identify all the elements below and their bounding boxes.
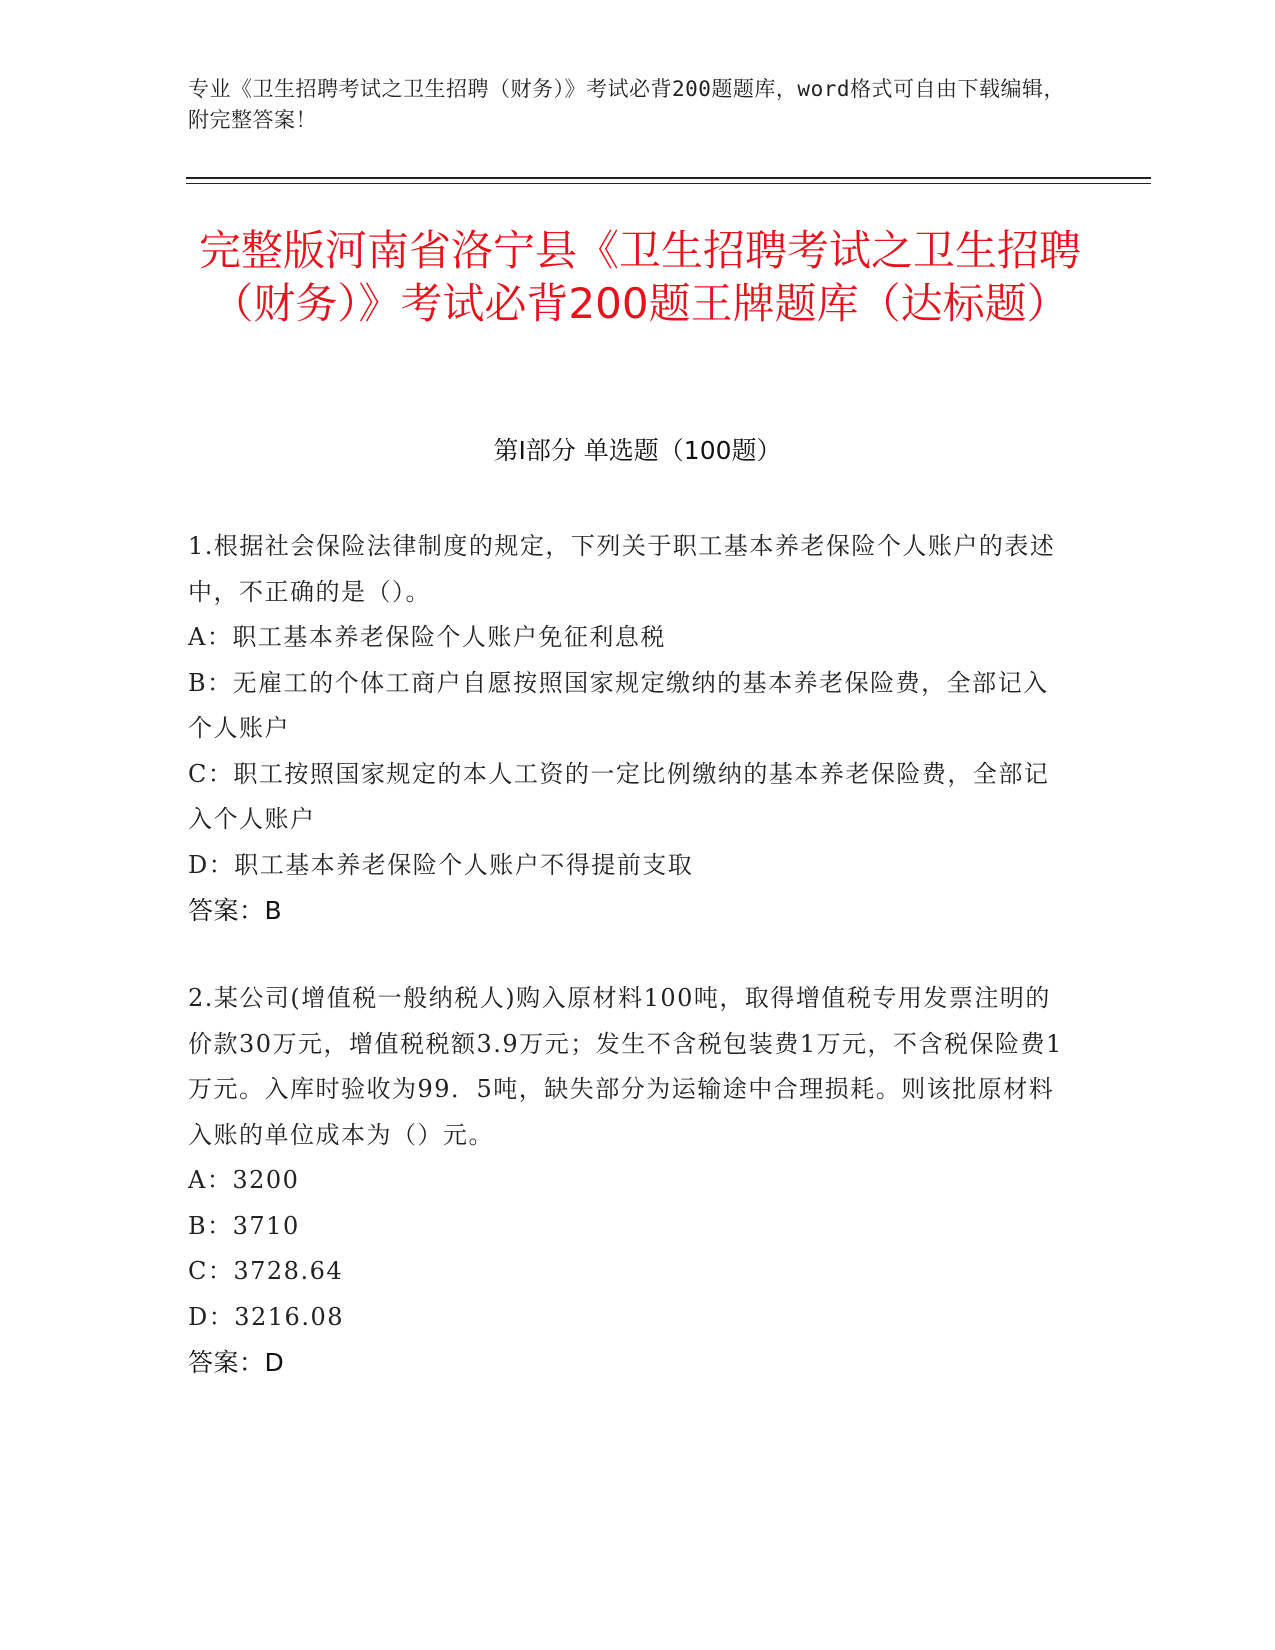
question-1 xyxy=(188,524,1068,934)
option-d: D：3216.08 xyxy=(188,1302,344,1331)
question-2 xyxy=(188,976,1068,1386)
option-c: C：3728.64 xyxy=(188,1257,344,1285)
document-title: 完整版河南省洛宁县《卫生招聘考试之卫生招聘（财务）》考试必背200题王牌题库（达标题） xyxy=(198,226,1081,328)
option-b: B：无雇工的个体工商户自愿按照国家规定缴纳的基本养老保险费，全部记入个人账户 xyxy=(188,668,1049,742)
header-divider-thick xyxy=(186,177,1151,179)
option-b: B：3710 xyxy=(188,1211,300,1240)
question-stem: 2.某公司(增值税一般纳税人)购入原材料100吨，取得增值税专用发票注明的价款30万元，增值税税额3.9万元；发生不含税包装费1万元，不含税保险费1万元。入库时验收为99．5吨，缺失部分为运输途中合理损耗。则该批原材料入账的单位成本为（）元。 xyxy=(188,984,1063,1149)
header-note: 专业《卫生招聘考试之卫生招聘（财务）》考试必背200题题库，word格式可自由下载编辑，附完整答案！ xyxy=(188,77,1065,132)
option-a: A：3200 xyxy=(188,1166,300,1194)
question-stem: 1.根据社会保险法律制度的规定，下列关于职工基本养老保险个人账户的表述中，不正确的是（）。 xyxy=(188,532,1056,606)
section-title: 第Ⅰ部分 单选题（100题） xyxy=(493,436,782,465)
answer-label: 答案：B xyxy=(188,896,283,925)
answer-label: 答案：D xyxy=(188,1348,285,1377)
header-divider-thin xyxy=(186,183,1151,184)
option-c: C：职工按照国家规定的本人工资的一定比例缴纳的基本养老保险费，全部记入个人账户 xyxy=(188,759,1050,833)
option-a: A：职工基本养老保险个人账户免征利息税 xyxy=(188,623,666,651)
option-d: D：职工基本养老保险个人账户不得提前支取 xyxy=(188,850,694,879)
